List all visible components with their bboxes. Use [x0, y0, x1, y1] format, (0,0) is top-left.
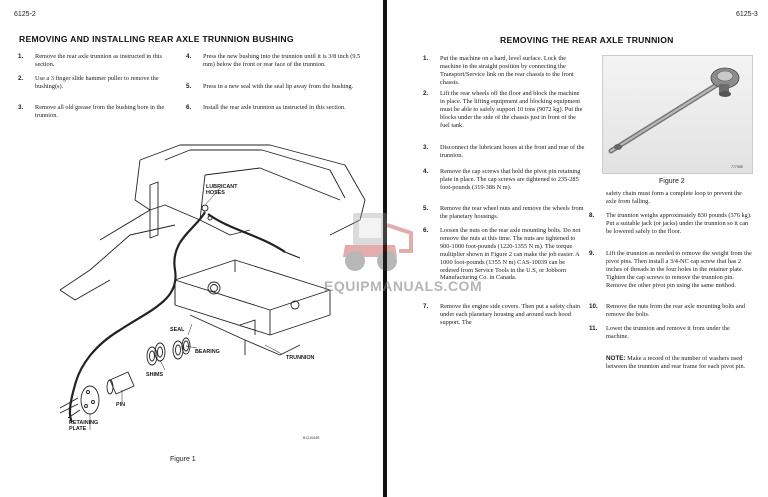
- right-page-title: REMOVING THE REAR AXLE TRUNNION: [500, 35, 674, 45]
- figure-2-number: 777395: [731, 165, 743, 169]
- left-page-title: REMOVING AND INSTALLING REAR AXLE TRUNNION BUSHING: [19, 34, 294, 44]
- callout-shims: SHIMS: [146, 372, 164, 378]
- figure-2-caption: Figure 2: [659, 178, 685, 185]
- torque-multiplier-icon: [603, 56, 752, 173]
- watermark-text: EQUIPMANUALS.COM: [324, 278, 483, 294]
- skid-steer-watermark-icon: [325, 205, 415, 275]
- callout-retaining-plate: RETAINING PLATE: [69, 420, 99, 432]
- callout-seal: SEAL: [170, 327, 185, 333]
- callout-lubricant-hoses: LUBRICANT HOSES: [206, 184, 238, 196]
- callout-bearing: BEARING: [195, 349, 220, 355]
- callout-trunnion: TRUNNION: [286, 355, 315, 361]
- figure-2-photo: [602, 55, 753, 174]
- note-paragraph: [606, 355, 754, 371]
- note-text: Make a record of the number of washers used between the trunnion and rear frame for each pivot pin.: [606, 355, 746, 370]
- callout-pin: PIN: [116, 402, 125, 408]
- right-page-number: 6125-3: [736, 11, 758, 18]
- left-page-number: 6125-2: [14, 11, 36, 18]
- note-label: NOTE:: [606, 355, 626, 362]
- right-page: 6125-3 REMOVING THE REAR AXLE TRUNNION 1. Put the machine on a hard, level surface. Lock the machine in the straight position by connecting the Transport/Service link on the rear chassis to the front chassis. 2. Lift the rear wheels off the floor and block the machine in place. The lifting equipment and blocking equipment must be able to safely support 10 tons (9072 kg). Put the blocks under the side of the chassis just in front of the fuel tank. 3. Disconnect the lubricant hoses at the front and rear of the trunnion. 4. Remove the cap screws that hold the pivot pin retaining plate in place. The cap screws are tightened to 235-285 foot-pounds (319-386 N m). 5. Remove the rear wheel nuts and remove the wheels from the planetary housings. 6. Loosen the nuts on the rear axle mounting bolts. Do not remove the nuts at this time. The nuts are tightened to 900-1000 foot-pounds (1220-1355 N m). The torque multiplier shown in Figure 2 can make the job easier. A 1000 foot-pounds (1355 N m) CAS-10039 can be ordered from Service Tools in the U.S, or Jobborn Manufacturing Co. in Canada. 7. Remove the engine side covers. Then put a safety chain under each planetary housing and around each hood support. The 777395 Figure 2 safety chain must form a complete loop to prevent the axle from falling. 8. The trunnion weighs approximately 830 pounds (376 kg). Put a suitable jack (or jacks) under the trunnion so it can be lowered safely to the floor. 9. Lift the trunnion as needed to remove the weight from the pivot pins. Then install a 3/4-NC cap screw that has 2 inches of threads in the four holes in the retainer plate. Tighten the cap screws to remove the trunnion pin. Remove the other pivot pin using the same method. 10. Remove the nuts from the rear axle mounting bolts and remove the bolts. 11. Lower the trunnion and remove it from under the machine. NOTE: Make a record of the number of washers used between the trunnion and rear frame for each pivot pin.: [387, 0, 768, 497]
- figure-1-number: B121944R: [303, 436, 320, 440]
- left-page: 6125-2 REMOVING AND INSTALLING REAR AXLE TRUNNION BUSHING 1. Remove the rear axle trunnion as instructed in this section. 2. Use a 3 finger slide hammer puller to remove the bushing(s). 3. Remove all old grease from the bushing bore in the trunnion. 4. Press the new bushing into the trunnion until it is 3/8 inch (9.5 mm) below the front or rear face of the trunnion. 5. Press in a new seal with the seal lip away from the bushing. 6. Install the rear axle trunnion as instructed in this section. LUBRICANT HOSES SEAL BEARING SHIMS TRUNNION PIN RETAINING PLATE B121944R Figure 1: [0, 0, 383, 497]
- figure-1-caption: Figure 1: [170, 456, 196, 463]
